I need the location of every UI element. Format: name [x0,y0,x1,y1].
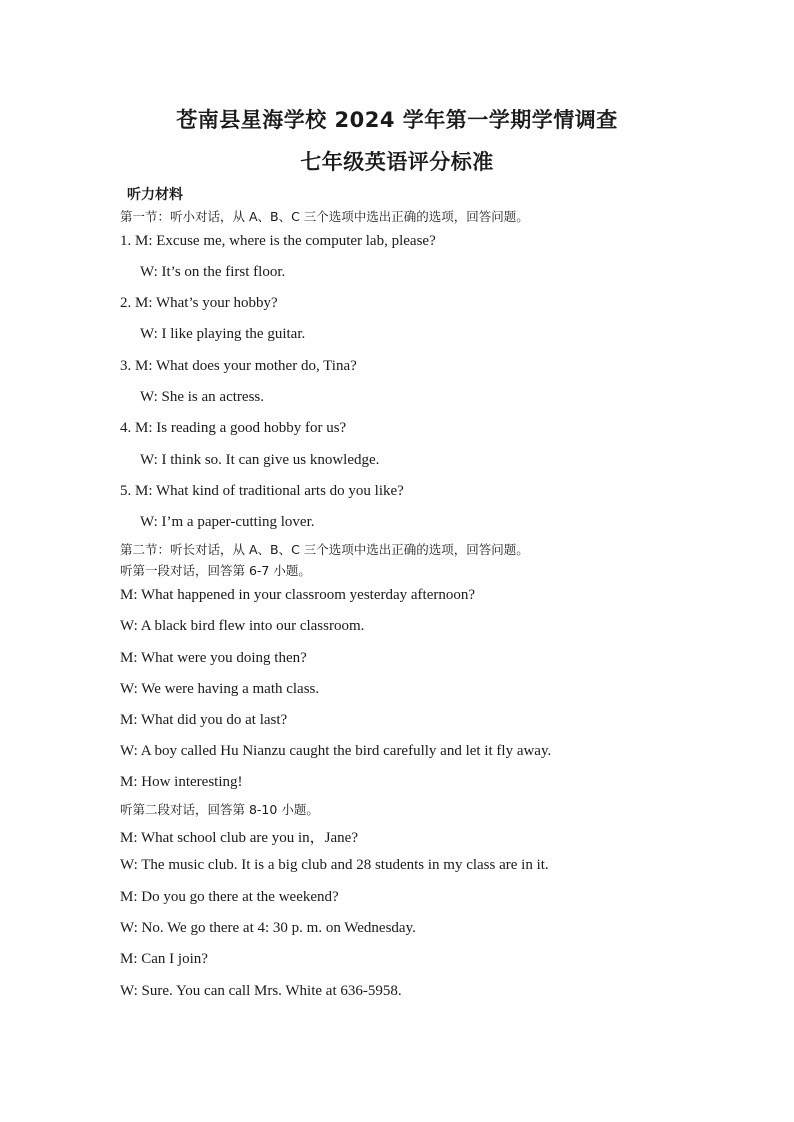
page-title: 苍南县星海学校 2024 学年第一学期学情调查 [176,108,618,132]
dialog-line: 1. M: Excuse me, where is the computer lab, please? [120,233,436,249]
dialog-line: W: We were having a math class. [120,681,320,697]
dialog-line: M: What did you do at last? [120,712,288,728]
dialog-line: W: No. We go there at 4: 30 p. m. on Wednesday. [120,920,416,936]
dialog-line: W: Sure. You can call Mrs. White at 636-5958. [120,983,402,999]
dialog1-instruction: 听第一段对话，回答第 6-7 小题。 [120,563,311,578]
dialog-line: W: I think so. It can give us knowledge. [140,452,380,468]
dialog-line: W: I’m a paper-cutting lover. [140,514,315,530]
dialog2-instruction: 听第二段对话，回答第 8-10 小题。 [120,802,319,817]
part1-instruction: 第一节：听小对话，从 A、B、C 三个选项中选出正确的选项，回答问题。 [120,209,529,224]
dialog-line: W: It’s on the first floor. [140,264,286,280]
part2-instruction: 第二节：听长对话，从 A、B、C 三个选项中选出正确的选项，回答问题。 [120,542,529,557]
dialog-line: 5. M: What kind of traditional arts do you like? [120,483,404,499]
dialog-line: W: I like playing the guitar. [140,326,306,342]
dialog-line: 2. M: What’s your hobby? [120,295,278,311]
dialog-line: W: The music club. It is a big club and 28 students in my class are in it. [120,857,549,873]
dialog-line: 4. M: Is reading a good hobby for us? [120,420,347,436]
dialog-line: W: A boy called Hu Nianzu caught the bird carefully and let it fly away. [120,743,552,759]
page-subtitle: 七年级英语评分标准 [300,150,494,174]
dialog-line: W: She is an actress. [140,389,264,405]
dialog-line: M: How interesting! [120,774,243,790]
dialog-line: 3. M: What does your mother do, Tina? [120,358,357,374]
dialog-line: M: Do you go there at the weekend? [120,889,339,905]
section-heading: 听力材料 [127,187,183,203]
dialog-line: W: A black bird flew into our classroom. [120,618,365,634]
dialog-line: M: What school club are you in，Jane? [120,830,358,846]
dialog-line: M: What happened in your classroom yesterday afternoon? [120,587,476,603]
dialog-line: M: What were you doing then? [120,650,307,666]
dialog-line: M: Can I join? [120,951,208,967]
